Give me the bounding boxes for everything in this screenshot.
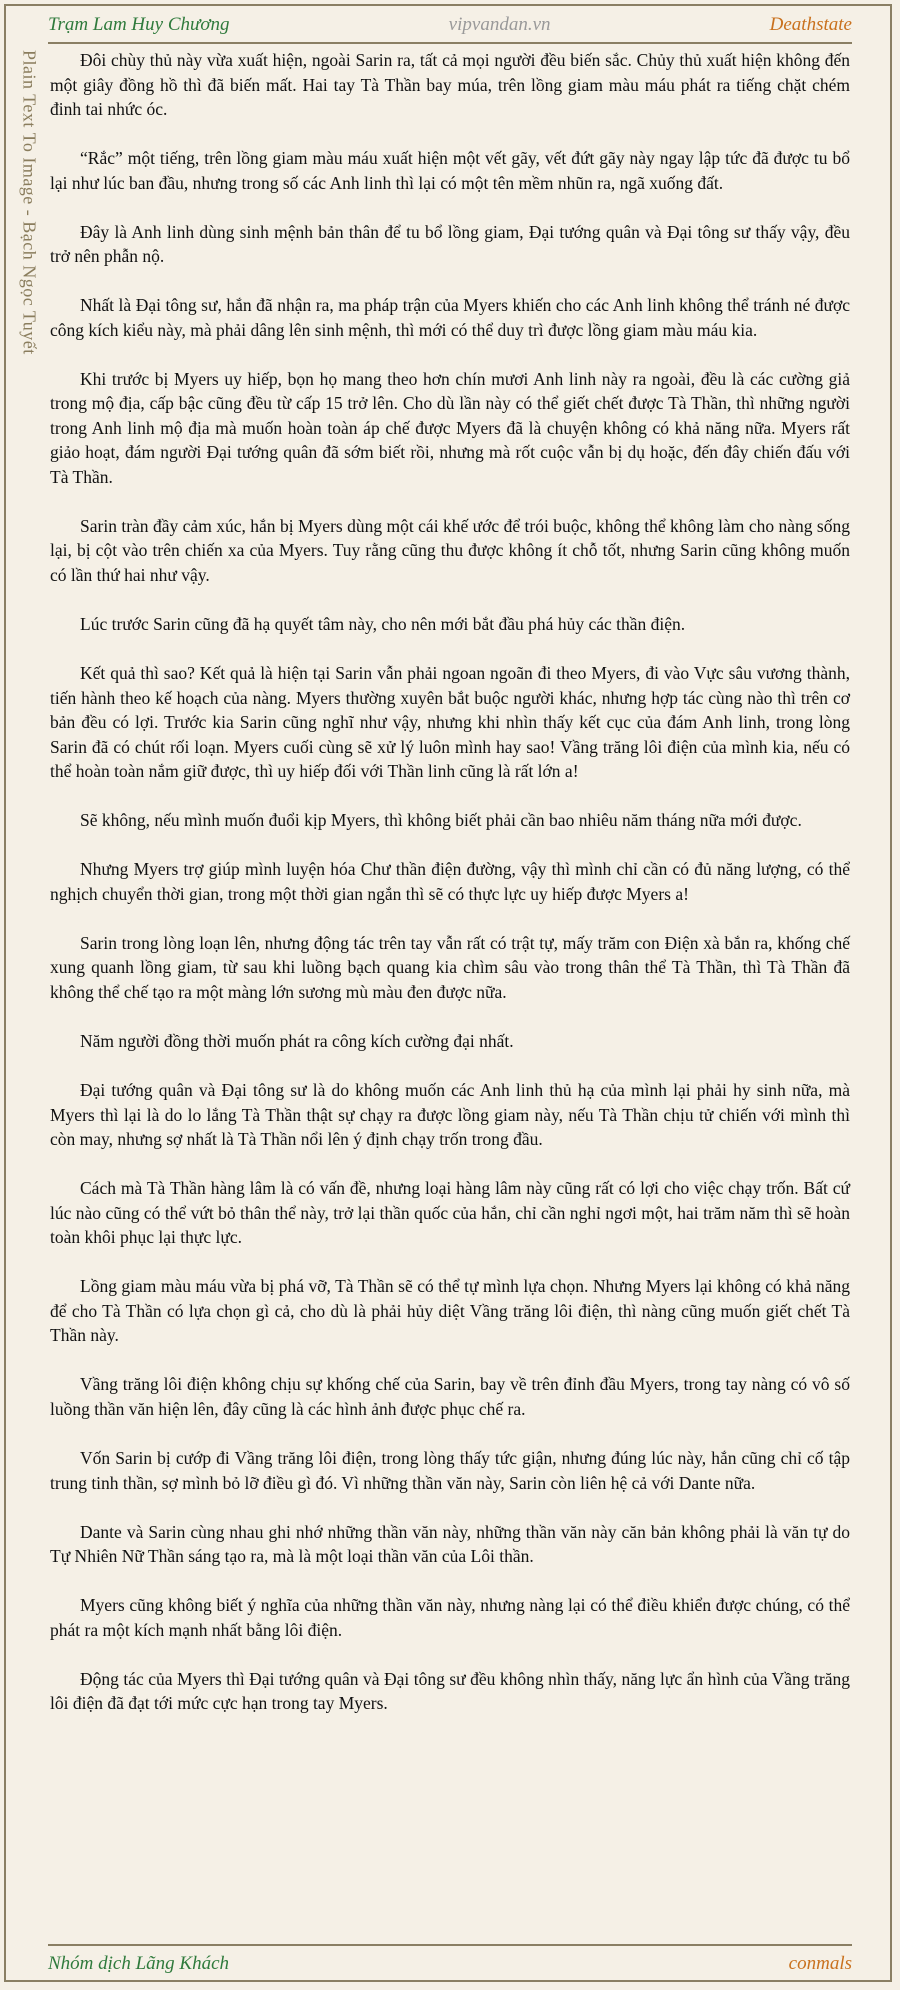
page-footer: [48, 1944, 852, 1982]
paragraph: Động tác của Myers thì Đại tướng quân và Đại tông sư đều không nhìn thấy, năng lực ẩn hình của Vầng trăng lôi điện đã đạt tới mức cực hạn trong tay Myers.: [50, 1668, 850, 1714]
paragraph: Sarin tràn đầy cảm xúc, hắn bị Myers dùng một cái khế ước để trói buộc, không thể không làm cho nàng sống lại, bị cột vào trên chiến xa của Myers. Tuy rằng cũng thu được không ít chỗ tốt, nhưng Sarin cũng không muốn có lần thứ hai như vậy.: [50, 515, 850, 585]
paragraph: Vầng trăng lôi điện không chịu sự khống chế của Sarin, bay về trên đỉnh đầu Myers, trong tay nàng có vô số luồng thần văn hiện lên, đây cũng là các hình ảnh được phục chế ra.: [50, 1374, 850, 1419]
paragraph: Nhưng Myers trợ giúp mình luyện hóa Chư thần điện đường, vậy thì mình chỉ cần có đủ năng lượng, có thể nghịch chuyển thời gian, trong một thời gian ngắn thì sẽ có thực lực uy hiếp được Myers a!: [50, 859, 850, 904]
paragraph: Cách mà Tà Thần hàng lâm là có vấn đề, nhưng loại hàng lâm này cũng rất có lợi cho việc chạy trốn. Bất cứ lúc nào cũng có thể vứt bỏ thân thể này, trở lại thần quốc của hắn, chỉ cần nghỉ ngơi một, hai trăm năm thì sẽ hoàn toàn khôi phục lại thực lực.: [50, 1178, 850, 1248]
paragraph: Lồng giam màu máu vừa bị phá vỡ, Tà Thần sẽ có thể tự mình lựa chọn. Nhưng Myers lại không có khả năng để cho Tà Thần có lựa chọn gì cả, cho dù là phải hủy diệt Vầng trăng lôi điện, thì nàng cũng muốn giết chết Tà Thần này.: [50, 1276, 850, 1346]
paragraph: Dante và Sarin cùng nhau ghi nhớ những thần văn này, những thần văn này căn bản không phải là văn tự do Tự Nhiên Nữ Thần sáng tạo ra, mà là một loại thần văn của Lôi thần.: [50, 1521, 850, 1567]
footer-editor: conmals: [788, 1953, 852, 1974]
paragraph: Nhất là Đại tông sư, hắn đã nhận ra, ma pháp trận của Myers khiến cho các Anh linh không thể tránh né được công kích kiểu này, mà phải dâng lên sinh mệnh, thì mới có thể duy trì được lồng giam màu máu kia.: [50, 295, 850, 340]
paragraph: Lúc trước Sarin cũng đã hạ quyết tâm này, cho nên mới bắt đầu phá hủy các thần điện.: [80, 614, 686, 635]
paragraph: Năm người đồng thời muốn phát ra công kích cường đại nhất.: [80, 1031, 514, 1052]
header-translator: Deathstate: [769, 14, 852, 35]
paragraph: “Rắc” một tiếng, trên lồng giam màu máu xuất hiện một vết gãy, vết đứt gãy này ngay lập tức đã được tu bổ lại như lúc ban đầu, nhưng trong số các Anh linh thì lại có một tên mềm nhũn ra, ngã xuống đất.: [50, 148, 850, 193]
paragraph: Đại tướng quân và Đại tông sư là do không muốn các Anh linh thủ hạ của mình lại phải hy sinh nữa, mà Myers thì lại là do lo lắng Tà Thần thật sự chạy ra được lồng giam này, nếu Tà Thần chịu tử chiến với mình thì còn may, nhưng sợ nhất là Tà Thần nổi lên ý định chạy trốn trong đầu.: [50, 1080, 850, 1150]
document-body: [50, 48, 850, 1740]
footer-group-name: Nhóm dịch Lãng Khách: [48, 1953, 230, 1974]
paragraph: Kết quả thì sao? Kết quả là hiện tại Sarin vẫn phải ngoan ngoãn đi theo Myers, đi vào Vực sâu vương thành, tiến hành theo kế hoạch của nàng. Myers thường xuyên bắt buộc người khác, nhưng hợp tác cùng nào thì trên cơ bản đều có lợi. Trước kia Sarin cũng nghĩ như vậy, nhưng khi nhìn thấy kết cục của đám Anh linh, trong lòng Sarin đã có chút rối loạn. Myers cuối cùng sẽ xử lý luôn mình hay sao! Vầng trăng lôi điện của mình kia, nếu có thể hoàn toàn nắm giữ được, thì uy hiếp đối với Thần linh cũng là rất lớn a!: [50, 663, 850, 782]
side-watermark: [12, 50, 46, 410]
paragraph: Sarin trong lòng loạn lên, nhưng động tác trên tay vẫn rất có trật tự, mấy trăm con Điện xà bắn ra, khống chế xung quanh lồng giam, từ sau khi luồng bạch quang kia chìm sâu vào trong thân thể Tà Thần, thì Tà Thần đã không thể chế tạo ra một màng lớn sương mù màu đen được nữa.: [50, 932, 850, 1002]
paragraph: Khi trước bị Myers uy hiếp, bọn họ mang theo hơn chín mươi Anh linh này ra ngoài, đều là các cường giả trong mộ địa, cấp bậc cũng đều từ cấp 15 trở lên. Cho dù lần này có thể giết chết được Tà Thần, thì những người trong Anh linh mộ địa mà muốn hoàn toàn áp chế được Myers đã là chuyện không có khả năng nữa. Myers rất giảo hoạt, đám người Đại tướng quân đã sớm biết rồi, nhưng mà rốt cuộc vẫn bị dụ hoặc, đến đây chiến đấu với Tà Thần.: [50, 368, 850, 487]
side-watermark-text: Plain Text To Image - Bạch Ngọc Tuyết: [19, 50, 40, 355]
page-header: [48, 8, 852, 44]
paragraph: Sẽ không, nếu mình muốn đuổi kịp Myers, thì không biết phải cần bao nhiêu năm tháng nữa mới được.: [80, 810, 802, 831]
paragraph: Đây là Anh linh dùng sinh mệnh bản thân để tu bổ lồng giam, Đại tướng quân và Đại tông sư thấy vậy, đều trở nên phẫn nộ.: [50, 221, 850, 267]
paragraph: Đôi chùy thủ này vừa xuất hiện, ngoài Sarin ra, tất cả mọi người đều biến sắc. Chủy thủ xuất hiện không đến một giây đồng hồ thì đã biến mất. Hai tay Tà Thần bay múa, trên lồng giam màu máu phát ra tiếng chặt chém đinh tai nhức óc.: [50, 50, 850, 119]
paragraph: Myers cũng không biết ý nghĩa của những thần văn này, nhưng nàng lại có thể điều khiển được chúng, có thể phát ra một kích mạnh nhất bằng lôi điện.: [50, 1595, 850, 1640]
header-url: vipvandan.vn: [448, 14, 551, 35]
header-site-name: Trạm Lam Huy Chương: [48, 14, 230, 35]
paragraph: Vốn Sarin bị cướp đi Vầng trăng lôi điện, trong lòng thấy tức giận, nhưng đúng lúc này, hắn cũng chỉ cố tập trung tinh thần, sợ mình bỏ lỡ điều gì đó. Vì những thần văn này, Sarin còn liên hệ cả với Dante nữa.: [50, 1448, 850, 1493]
